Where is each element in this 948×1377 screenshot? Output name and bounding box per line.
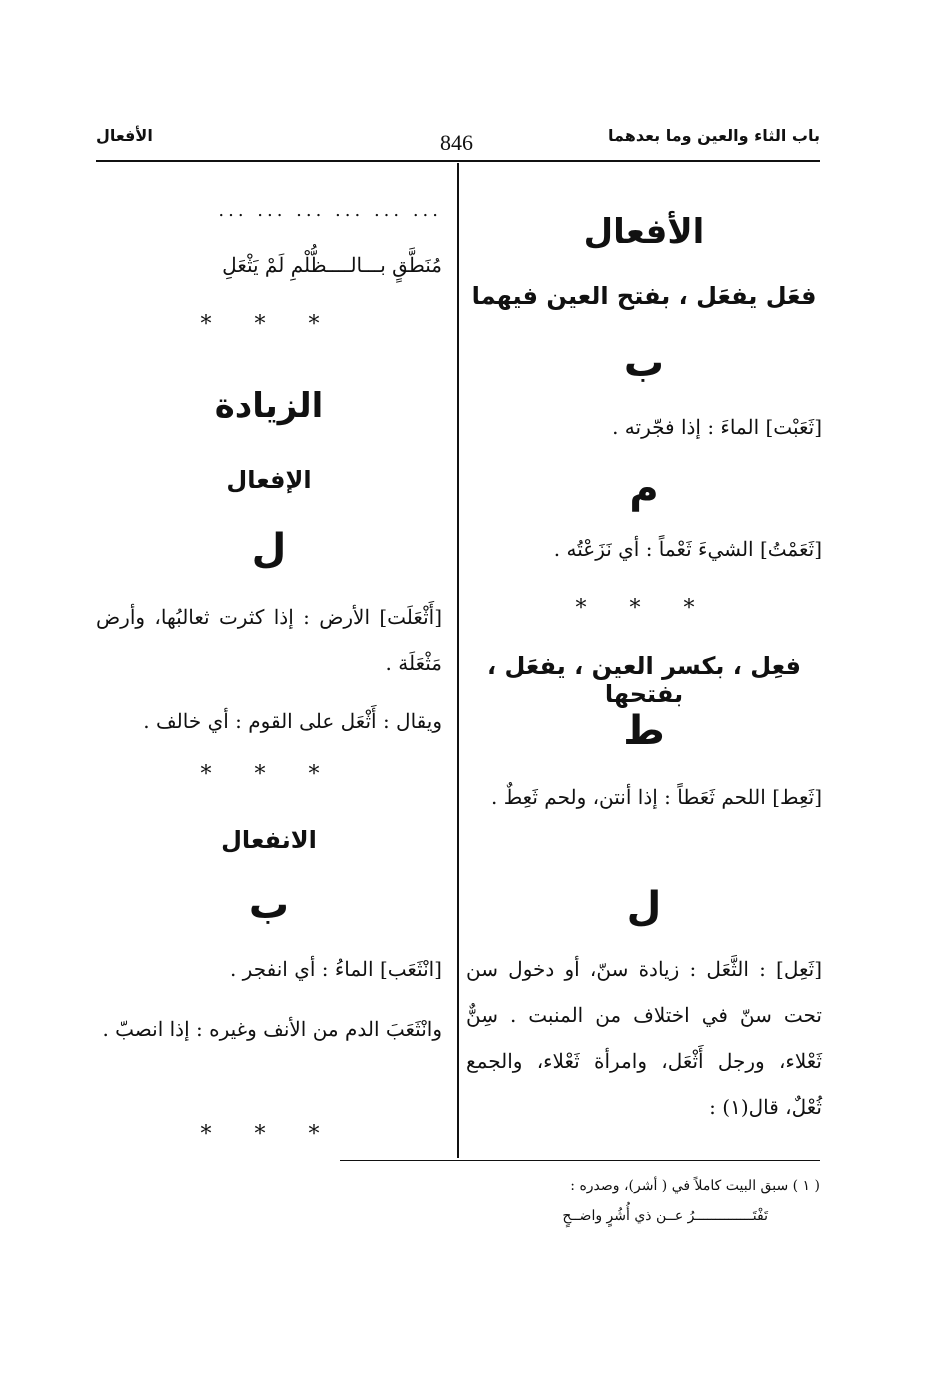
- entry-thaamt: [466, 526, 822, 572]
- section-subtitle: فعِل ، بكسر العين ، يفعَل ، بفتحها: [487, 652, 801, 708]
- letter-heading-l: ل: [251, 526, 287, 572]
- section-title: الزيادة: [214, 386, 324, 426]
- footnote-line: ( ١ ) سبق البيت كاملاً في ( أشر)، وصدره :: [570, 1178, 820, 1194]
- entry-inthaab2: وانْثَعَبَ الدم من الأنف وغيره : إذا انصبّ .: [102, 1017, 442, 1041]
- entry-thait: [466, 774, 822, 820]
- entry-text: الشيءَ ثَعْماً : أي نَزَعْتُه .: [553, 537, 754, 561]
- entry-headword: [ثَعِط]: [772, 785, 822, 809]
- footnote-rule: [340, 1160, 820, 1161]
- page-number: 846: [440, 130, 473, 155]
- section-separator: * * *: [575, 596, 713, 621]
- letter-heading-t: ط: [623, 708, 665, 754]
- section-title: الأفعال: [583, 212, 705, 252]
- footnote-verse: تَفْتَــــــــــــــرُ عــن ذي أُشُرٍ واضــحٍ: [562, 1208, 768, 1224]
- entry-headword: [ثَعَبْت]: [765, 415, 822, 439]
- running-head-left: الأفعال: [96, 126, 153, 145]
- section-subtitle: فعَل يفعَل ، بفتح العين فيهما: [471, 282, 817, 310]
- entry-text: زيادة سنّ، أو دخول سن تحت سنّ في اختلاف من المنبت . سِنٌّ ثَعْلاء، ورجل أَثْعَل، وامرأة ثَعْلاء، والجمع ثُعْلٌ، قال(١) :: [466, 957, 822, 1119]
- letter-heading-b: ب: [623, 340, 665, 386]
- letter-heading-b: ب: [248, 882, 290, 928]
- section-separator: * * *: [200, 762, 338, 787]
- column-divider: [457, 163, 459, 1158]
- entry-thaabt: [466, 404, 822, 450]
- entry-headword: [أَثْعَلَت]: [379, 605, 442, 629]
- header-rule: [96, 160, 820, 162]
- section-separator: * * *: [200, 1122, 338, 1147]
- entry-text: الماءُ : أي انفجر .: [229, 957, 374, 981]
- letter-heading-m: م: [629, 466, 659, 512]
- entry-headword: [ثَعِل] : الثَّعَل :: [689, 957, 823, 981]
- entry-text: الماءَ : إذا فجّرته .: [612, 415, 760, 439]
- running-head-right: باب الثاء والعين وما بعدهما: [608, 126, 820, 145]
- section-subtitle: الانفعال: [221, 826, 317, 854]
- verse-ellipsis: ... ... ... ... ... ...: [218, 200, 442, 221]
- section-separator: * * *: [200, 312, 338, 337]
- entry-headword: [ثَعَمْتُ]: [759, 537, 822, 561]
- entry-text: الأرض : إذا كثرت ثعالبُها، وأرض مَثْعَلَة .: [96, 605, 442, 675]
- verse-line: مُنَطَّقٍ بـــالــــظُّلْمِ لَمْ يَثْعَلِ: [222, 253, 442, 277]
- entry-athalat: [96, 594, 442, 686]
- entry-athal: ويقال : أَثْعَل على القوم : أي خالف .: [143, 709, 442, 733]
- entry-inthaab: [96, 946, 442, 992]
- entry-thail: [466, 946, 822, 1130]
- entry-text: اللحم ثَعَطاً : إذا أنتن، ولحم ثَعِطٌ .: [490, 785, 766, 809]
- letter-heading-l: ل: [626, 884, 662, 930]
- entry-headword: [انْثَعَب]: [379, 957, 442, 981]
- section-subtitle: الإفعال: [226, 466, 312, 494]
